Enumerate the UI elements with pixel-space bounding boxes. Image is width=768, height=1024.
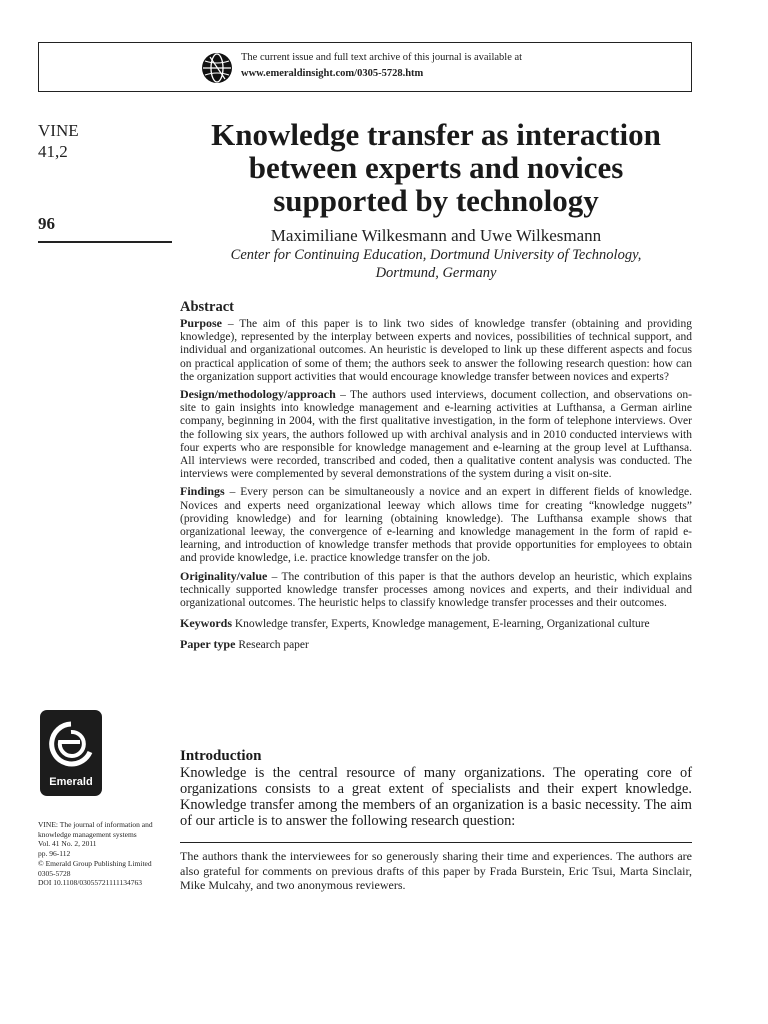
emerald-logo-icon bbox=[40, 714, 102, 780]
paper-type-text: Research paper bbox=[235, 639, 309, 652]
acknowledgement-footnote: The authors thank the interviewees for so generously sharing their time and experiences. The authors are also grateful for comments on previous drafts of this paper by Frada Burstein, Eric Tsui, Marta Sinclair, Mike Mulcahy, and two anonymous reviewers. bbox=[180, 849, 692, 892]
citation-line: 0305-5728 bbox=[38, 868, 71, 878]
citation-line: VINE: The journal of information and bbox=[38, 820, 153, 829]
purpose-paragraph bbox=[180, 317, 692, 384]
page-number-rule bbox=[38, 241, 172, 243]
keywords-text: Knowledge transfer, Experts, Knowledge management, E-learning, Organizational culture bbox=[232, 618, 650, 631]
originality-label: Originality/value bbox=[180, 568, 268, 583]
journal-volume: 41,2 bbox=[38, 142, 68, 161]
journal-name: VINE bbox=[38, 121, 79, 140]
affiliation-line: Center for Continuing Education, Dortmund University of Technology, bbox=[230, 247, 642, 263]
globe-icon bbox=[201, 52, 233, 84]
paper-type-label: Paper type bbox=[180, 637, 236, 652]
introduction-section bbox=[180, 747, 692, 829]
keywords-label: Keywords bbox=[180, 616, 232, 631]
findings-label: Findings bbox=[180, 484, 225, 499]
title-line: supported by technology bbox=[273, 183, 599, 218]
findings-paragraph bbox=[180, 485, 692, 565]
originality-text: – The contribution of this paper is that the authors develop an heuristic, which explains technically supported knowledge transfer processes among novices and experts, and their individual and organizational outcomes. The heuristic helps to classify knowledge transfer processes and their outcomes. bbox=[180, 570, 692, 610]
author-affiliation bbox=[176, 246, 696, 282]
journal-info bbox=[38, 120, 79, 162]
title-line: Knowledge transfer as interaction bbox=[211, 117, 661, 152]
abstract-section bbox=[180, 299, 692, 652]
keywords-line bbox=[180, 616, 692, 631]
design-paragraph bbox=[180, 388, 692, 481]
citation-line: Vol. 41 No. 2, 2011 bbox=[38, 839, 97, 849]
paper-title bbox=[176, 118, 696, 217]
design-label: Design/methodology/approach bbox=[180, 387, 336, 402]
emerald-logo bbox=[40, 710, 102, 796]
citation-line: pp. 96-112 bbox=[38, 849, 71, 859]
journal-archive-banner bbox=[38, 42, 692, 92]
originality-paragraph bbox=[180, 570, 692, 611]
author-names: Maximiliane Wilkesmann and Uwe Wilkesmann bbox=[270, 226, 602, 245]
design-text: – The authors used interviews, document collection, and observations on-site to gain insights into knowledge management and e-learning activities at Lufthansa, a German airline company, beginning in 2004, with the first qualitative investigation, in the form of telephone interviews. Over the following six years, the authors followed up with archival analysis and in 2010 conducted interviews with four experts who are responsible for knowledge management and e-learning at the group level at Lufthansa. All interviews were recorded, transcribed and coded, then a qualitative content analysis was conducted. The interviews were complemented by several demonstrations of the system during a visit on-site. bbox=[180, 389, 692, 481]
affiliation-line: Dortmund, Germany bbox=[375, 265, 497, 281]
emerald-logo-text: Emerald bbox=[49, 776, 93, 788]
journal-url-link[interactable]: www.emeraldinsight.com/0305-5728.htm bbox=[241, 68, 424, 79]
findings-text: – Every person can be simultaneously a novice and an expert in different fields of knowledge. Novices and experts need organizational leeway which allows time for creating “knowledge nuggets” (providing knowledge) and for learning (obtaining knowledge). The Lufthansa example shows that organizational leeway, the convergence of e-learning and knowledge management in the form of rapid e-learning, and introduction of knowledge transfer methods that provide opportunities for employees to obtain and provide knowledge, i.e. practice knowledge transfer on the job. bbox=[180, 486, 692, 565]
purpose-text: – The aim of this paper is to link two sides of knowledge transfer (obtaining and providing knowledge), represented by the interplay between experts and novices, possibilities of technical support, and individual and organizational outcomes. An heuristic is developed to link up these different aspects and focus on practical application of some of them; the authors seek to answer the following research question: how can the organization support activities that would encourage knowledge transfer between novices and experts? bbox=[180, 318, 692, 383]
paper-type-line bbox=[180, 637, 692, 652]
introduction-heading: Introduction bbox=[180, 748, 262, 764]
title-line: between experts and novices bbox=[248, 150, 624, 185]
citation-line: knowledge management systems bbox=[38, 829, 137, 839]
purpose-label: Purpose bbox=[180, 316, 222, 330]
banner-text: The current issue and full text archive of this journal is available at bbox=[241, 52, 523, 63]
footnote-rule bbox=[180, 842, 692, 843]
abstract-heading: Abstract bbox=[180, 299, 234, 315]
citation-info bbox=[38, 820, 178, 888]
doi-line: DOI 10.1108/03055721111134763 bbox=[38, 878, 143, 888]
introduction-text: Knowledge is the central resource of many organizations. The operating core of organizations consists to a great extent of specialists and their expert knowledge. Knowledge transfer among the members of an organization is a basic necessity. The aim of our article is to answer the following research question: bbox=[180, 765, 692, 829]
citation-line: © Emerald Group Publishing Limited bbox=[38, 858, 152, 868]
page-number: 96 bbox=[38, 214, 55, 233]
